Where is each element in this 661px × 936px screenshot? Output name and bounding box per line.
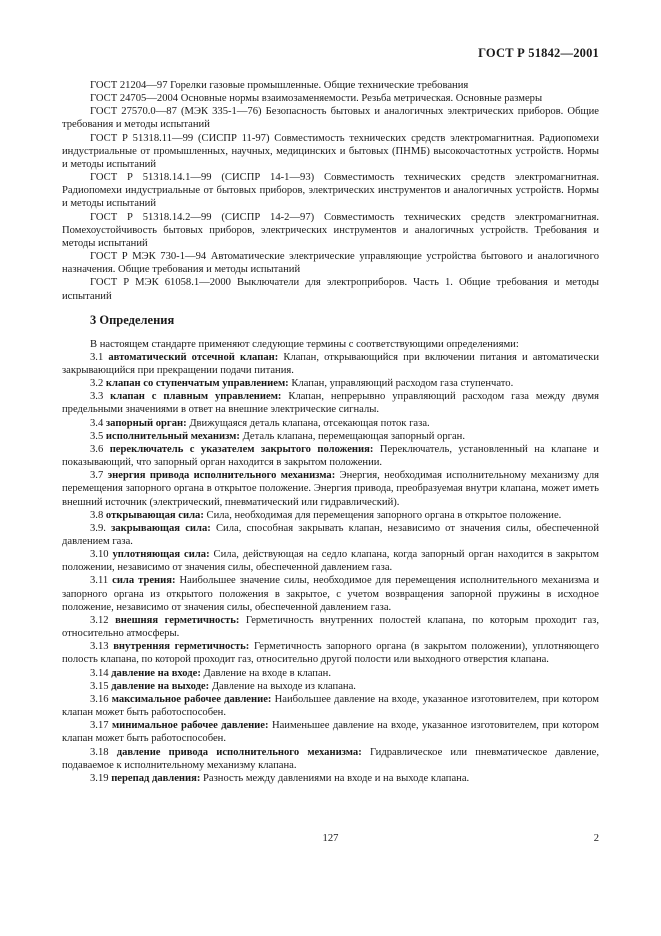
definition-term: закрывающая сила: — [111, 522, 211, 534]
reference-item: ГОСТ Р МЭК 730-1—94 Автоматические электрические управляющие устройства бытового и аналогичного назначения. Общие требования и методы испытаний — [62, 251, 599, 276]
definition-item — [62, 443, 599, 469]
definition-item — [62, 509, 599, 522]
reference-item: ГОСТ Р 51318.14.2—99 (СИСПР 14-2—97) Совместимость технических средств электромагнитная. Помехоустойчивость бытовых приборов, электрических инструментов и аналогичных устройств. Требования и методы испытаний — [62, 211, 599, 249]
definition-item — [62, 667, 599, 680]
definition-number: 3.3 — [90, 391, 104, 403]
definition-number: 3.2 — [90, 378, 104, 390]
definition-term: давление на входе: — [111, 667, 201, 679]
definition-text: Наименьшее давление на входе, указанное изготовителем, при котором клапан может быть работоспособен. — [62, 720, 600, 745]
definition-number: 3.5 — [90, 430, 104, 442]
definition-number: 3.11 — [90, 575, 109, 587]
definition-item — [62, 417, 599, 430]
definition-number: 3.7 — [90, 470, 104, 482]
definition-item — [62, 390, 599, 416]
definition-item — [62, 548, 599, 574]
section-title: 3 Определения — [90, 312, 175, 327]
definition-number: 3.12 — [90, 614, 109, 626]
definition-item — [62, 693, 599, 719]
definition-item — [62, 574, 599, 613]
reference-item: ГОСТ Р МЭК 61058.1—2000 Выключатели для электроприборов. Часть 1. Общие требования и методы испытаний — [62, 277, 599, 302]
document-body — [62, 79, 599, 785]
definition-text: Гидравлическое или пневматическое давление, подаваемое к исполнительному механизму клапана. — [62, 746, 599, 771]
definition-term: давление привода исполнительного механизма: — [116, 746, 362, 758]
normative-references-list — [62, 79, 599, 303]
definition-text: Сила, способная закрывать клапан, независимо от значения силы, обеспеченной давлением газа. — [62, 522, 599, 547]
definition-term: уплотняющая сила: — [112, 549, 210, 561]
definition-number: 3.15 — [90, 680, 109, 692]
definition-number: 3.1 — [90, 351, 104, 363]
definition-item — [62, 719, 599, 745]
definition-text: Энергия, необходимая исполнительному механизму для перемещения запорного органа в открытое положение. Энергия привода, преобразуемая внутри клапана, может иметь внешний источник (электрический, пневматический или гидравлический). — [62, 470, 600, 508]
definition-term: давление на выходе: — [111, 680, 210, 692]
definition-number: 3.19 — [90, 772, 109, 784]
definition-text: Клапан, непрерывно управляющий расходом газа между двумя предельными значениями в ответ на внешние электрические сигналы. — [62, 391, 600, 416]
definition-term: сила трения: — [112, 575, 176, 587]
definition-item — [62, 746, 599, 772]
definition-term: клапан со ступенчатым управлением: — [105, 378, 289, 390]
sheet-number: 2 — [593, 833, 599, 844]
definition-text: Клапан, открывающийся при включении питания и автоматически закрывающийся при прекращении подачи питания. — [62, 351, 599, 376]
definition-text: Деталь клапана, перемещающая запорный орган. — [242, 430, 465, 442]
definition-text: Переключатель, установленный на клапане и показывающий, что запорный орган находится в закрытом положении. — [62, 443, 599, 469]
definition-number: 3.9. — [90, 522, 106, 534]
page-number: 127 — [322, 833, 339, 844]
definition-text: Наибольшее значение силы, необходимое для перемещения исполнительного механизма и запорного органа из открытого положения в закрытое, с учетом возвращения запорной пружины в исходное положение, независимо от значения силы, обеспеченной давлением газа. — [62, 575, 599, 613]
definition-text: Движущаяся деталь клапана, отсекающая поток газа. — [189, 417, 430, 429]
definition-term: максимальное рабочее давление: — [111, 693, 272, 705]
definition-term: внутренняя герметичность: — [113, 641, 250, 653]
definition-text: Давление на выходе из клапана. — [211, 680, 356, 692]
reference-item: ГОСТ 24705—2004 Основные нормы взаимозаменяемости. Резьба метрическая. Основные размеры — [90, 93, 543, 105]
definition-text: Давление на входе в клапан. — [203, 667, 331, 679]
definition-number: 3.10 — [90, 549, 109, 561]
definition-text: Сила, действующая на седло клапана, когда запорный орган находится в закрытом положении, независимо от значения силы, обеспеченной давлением газа. — [62, 549, 599, 574]
definition-number: 3.13 — [90, 641, 109, 653]
definition-term: внешняя герметичность: — [115, 614, 240, 626]
definition-item — [62, 614, 599, 640]
definition-term: исполнительный механизм: — [105, 430, 240, 442]
definition-term: клапан с плавным управлением: — [110, 391, 282, 403]
definition-item — [62, 377, 599, 390]
definition-term: автоматический отсечной клапан: — [108, 351, 279, 363]
definition-term: минимальное рабочее давление: — [111, 720, 269, 732]
definition-text: Наибольшее давление на входе, указанное изготовителем, при котором клапан может быть работоспособен. — [62, 693, 599, 719]
definition-term: энергия привода исполнительного механизма: — [107, 470, 336, 482]
definition-term: запорный орган: — [105, 417, 187, 429]
reference-item: ГОСТ 27570.0—87 (МЭК 335-1—76) Безопасность бытовых и аналогичных электрических приборов. Общие требования и методы испытаний — [62, 106, 599, 131]
definitions-list — [62, 351, 599, 785]
definition-text: Герметичность внутренних полостей клапана, по которым проходит газ, относительно атмосферы. — [62, 614, 599, 640]
definition-number: 3.16 — [90, 693, 109, 705]
reference-item: ГОСТ Р 51318.14.1—99 (СИСПР 14-1—93) Совместимость технических средств электромагнитная. Радиопомехи индустриальные от бытовых приборов, электрических инструментов и аналогичных устройств. Нормы и методы испытаний — [62, 172, 599, 210]
definition-item — [62, 469, 599, 508]
document-header: ГОСТ Р 51842—2001 — [478, 46, 599, 60]
definition-text: Сила, необходимая для перемещения запорного органа в открытое положение. — [206, 509, 562, 521]
definition-number: 3.18 — [90, 746, 109, 758]
reference-item: ГОСТ Р 51318.11—99 (СИСПР 11-97) Совместимость технических средств электромагнитная. Радиопомехи индустриальные от промышленных, научных, медицинских и бытовых (ПНМБ) высокочастотных устройств. Нормы и методы испытаний — [62, 132, 599, 170]
definition-item — [62, 640, 599, 666]
definition-number: 3.8 — [90, 509, 104, 521]
definition-item — [62, 351, 599, 377]
definition-item — [62, 772, 599, 785]
definition-item — [62, 522, 599, 548]
definition-item — [62, 430, 599, 443]
definition-text: Герметичность запорного органа (в закрытом положении), уплотняющего полость клапана, по которой проходит газ, относительно другой полости или выходного отверстия клапана. — [62, 641, 599, 666]
definition-term: открывающая сила: — [105, 509, 204, 521]
definition-number: 3.6 — [90, 443, 104, 455]
definition-number: 3.4 — [90, 417, 104, 429]
definition-number: 3.17 — [90, 720, 109, 732]
definition-item — [62, 680, 599, 693]
definition-term: переключатель с указателем закрытого положения: — [109, 443, 374, 455]
definition-text: Клапан, управляющий расходом газа ступенчато. — [291, 378, 514, 390]
reference-item: ГОСТ 21204—97 Горелки газовые промышленные. Общие технические требования — [90, 80, 469, 91]
definition-term: перепад давления: — [111, 772, 201, 784]
section-intro: В настоящем стандарте применяют следующие термины с соответствующими определениями: — [90, 338, 519, 350]
definition-number: 3.14 — [90, 667, 109, 679]
definition-text: Разность между давлениями на входе и на выходе клапана. — [203, 772, 470, 784]
